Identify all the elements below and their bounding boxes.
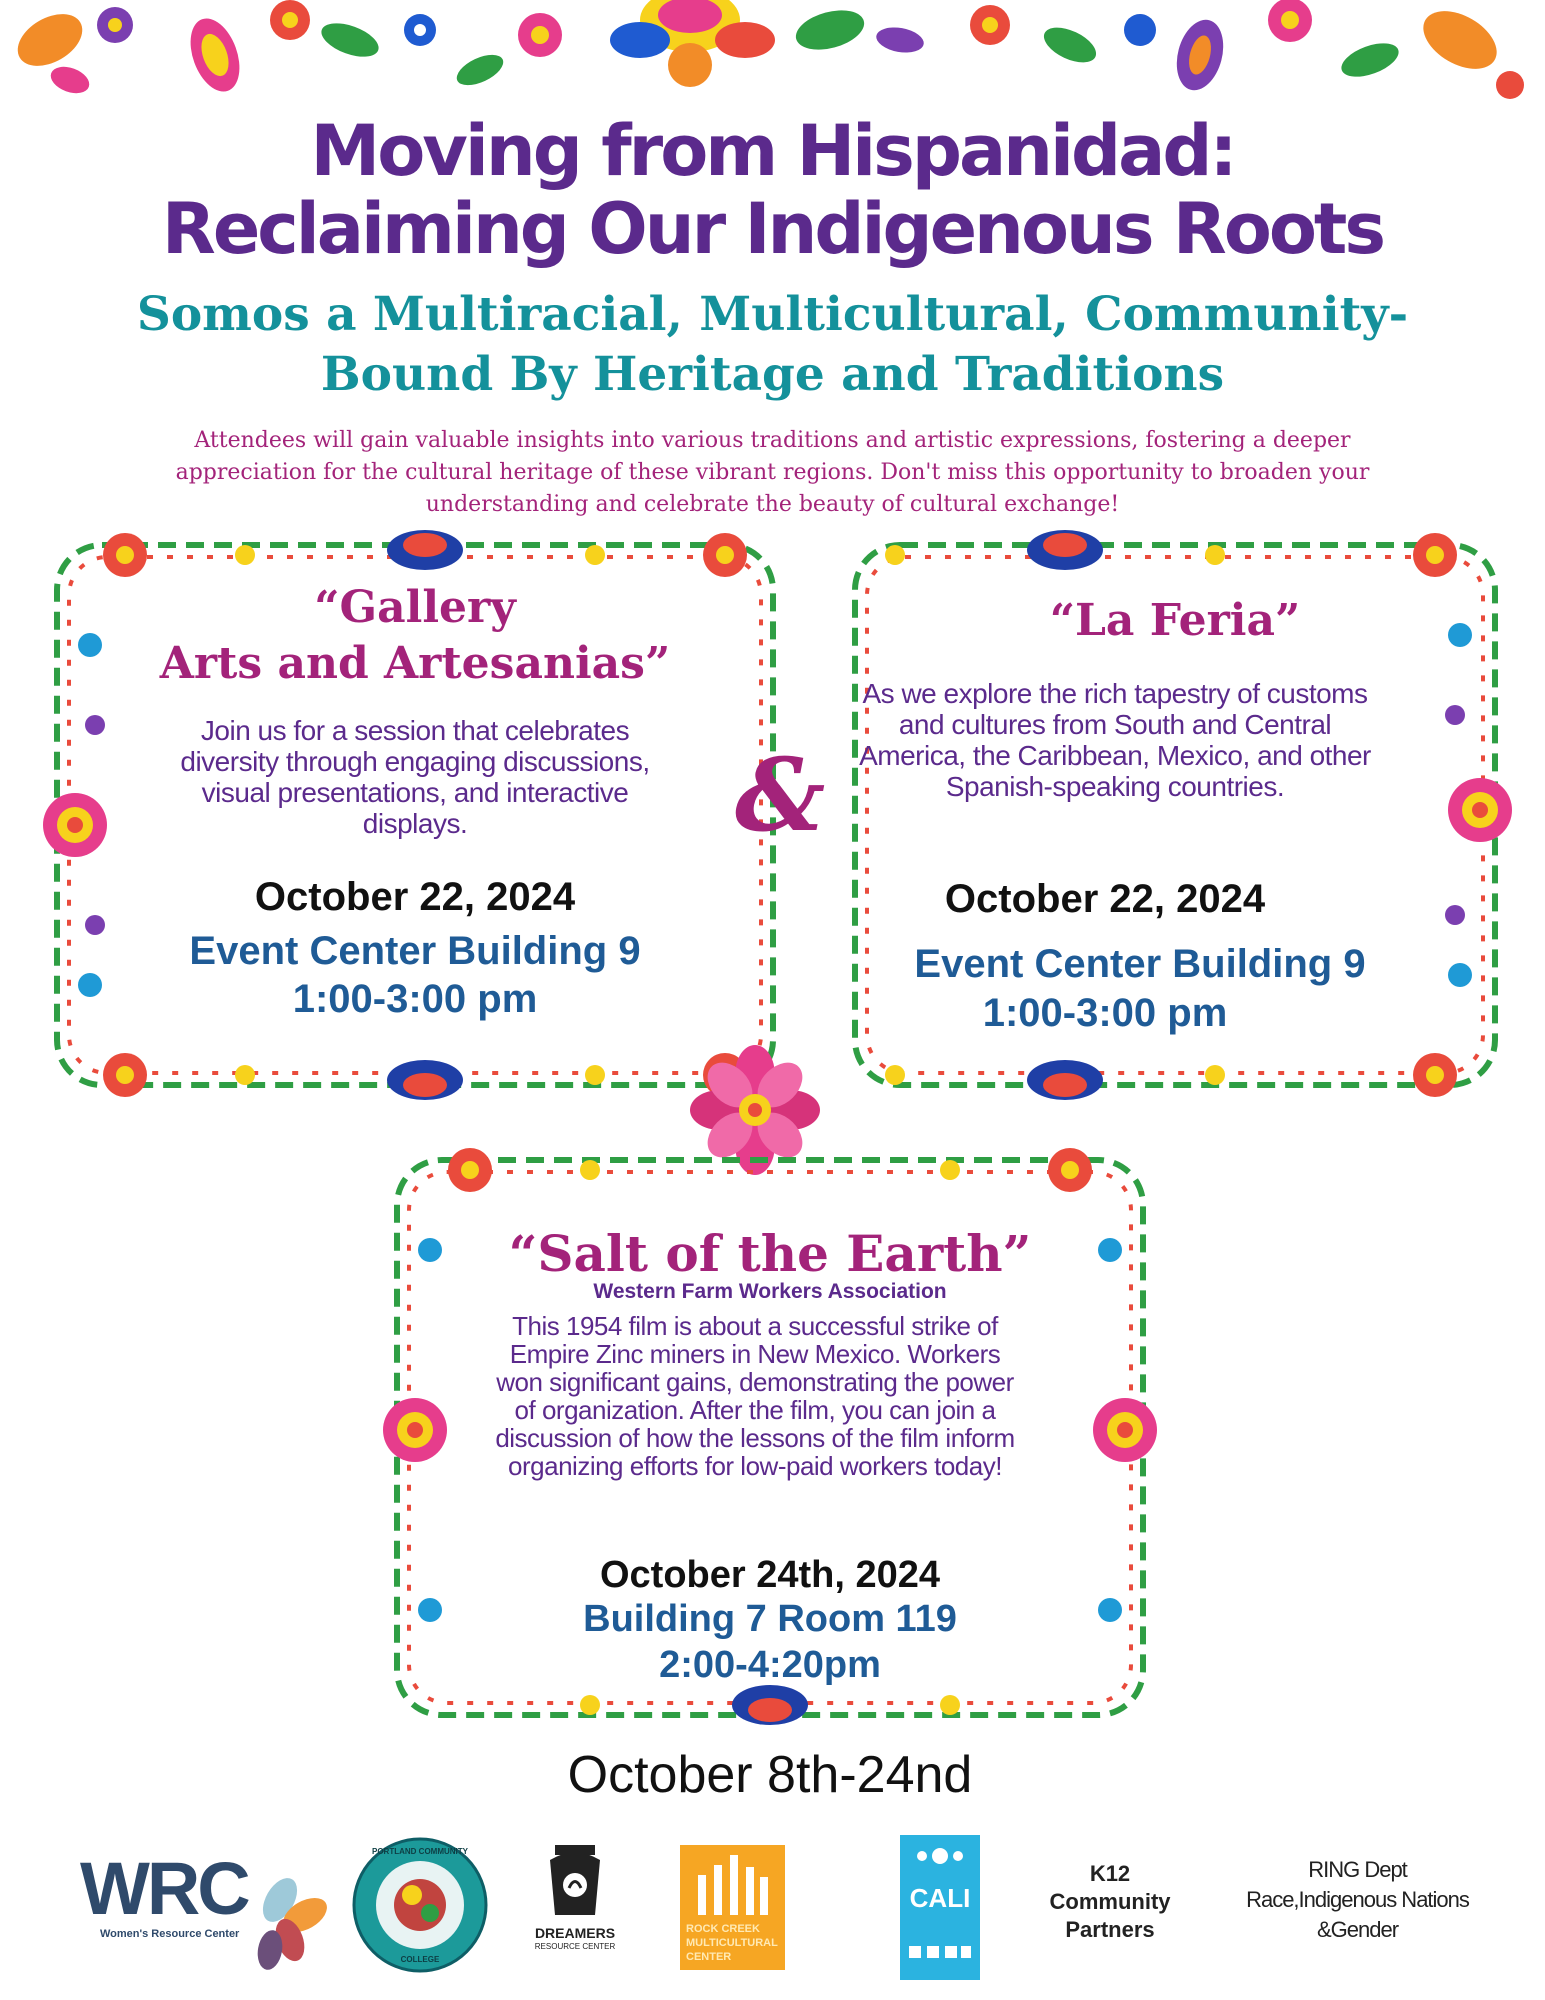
event-date-range: October 8th-24nd — [567, 1746, 973, 1804]
k12-line1: K12 — [1089, 1861, 1131, 1886]
event-salt-time: 2:00-4:20pm — [659, 1644, 881, 1686]
wrc-name: Women's Resource Center — [100, 1928, 240, 1940]
rock-creek-line2: MULTICULTURAL — [686, 1937, 778, 1949]
logo-k12 — [1025, 1860, 1195, 1944]
event-feria-time: 1:00-3:00 pm — [982, 991, 1228, 1035]
event-card-gallery — [35, 525, 795, 1105]
ampersand: & — [735, 736, 826, 854]
pcc-seal-icon — [350, 1835, 490, 1975]
event-gallery-description: Join us for a session that celebrates diversity through engaging discussions, visual presentations, and interactive displays. — [180, 715, 650, 839]
event-feria-title: “La Feria” — [1049, 595, 1301, 646]
ring-line3: &Gender — [1316, 1917, 1399, 1942]
event-salt-date: October 24th, 2024 — [599, 1554, 941, 1596]
event-feria-description: As we explore the rich tapestry of customs and cultures from South and Central America, the Caribbean, Mexico, and other Spanish-speaking countries. — [859, 678, 1371, 802]
dreamers-icon — [545, 1840, 605, 1920]
event-salt-location: Building 7 Room 119 — [583, 1598, 957, 1640]
wrc-abbr: WRC — [80, 1847, 248, 1930]
logo-dreamers — [525, 1840, 625, 1960]
logo-wrc — [80, 1847, 330, 1970]
event-feria-date: October 22, 2024 — [944, 877, 1266, 921]
flower-cluster-right — [970, 0, 1524, 99]
logo-cali — [900, 1835, 980, 1980]
page-title: Moving from Hispanidad: Reclaiming Our Indigenous Roots — [161, 110, 1384, 270]
flower-cluster-left — [9, 0, 562, 98]
event-card-feria — [835, 525, 1515, 1105]
k12-line3: Partners — [1065, 1917, 1155, 1942]
cali-abbr: CALI — [909, 1883, 971, 1913]
cali-pattern-icon — [905, 1940, 975, 1974]
ring-line2: Race,Indigenous Nations — [1246, 1887, 1469, 1912]
floral-header-decoration — [0, 0, 1545, 125]
event-gallery-location: Event Center Building 9 — [189, 929, 641, 973]
event-card-salt — [375, 1140, 1165, 1735]
event-salt-organizer: Western Farm Workers Association — [593, 1280, 947, 1303]
intro-paragraph: Attendees will gain valuable insights into various traditions and artistic expressions, fostering a deeper appreciation for the cultural heritage of these vibrant regions. Don't miss this opportunity to broaden your understanding and celebrate the beauty of cultural exchange! — [175, 428, 1370, 517]
event-gallery-title-line2: Arts and Artesanias” — [159, 638, 671, 689]
event-feria-location: Event Center Building 9 — [914, 942, 1366, 986]
dreamers-sub: RESOURCE CENTER — [534, 1942, 616, 1951]
event-gallery-date: October 22, 2024 — [254, 875, 576, 919]
pcc-ring-top: PORTLAND COMMUNITY — [372, 1847, 468, 1856]
rock-creek-line1: ROCK CREEK — [686, 1923, 760, 1935]
event-gallery-title-line1: “Gallery — [314, 582, 516, 633]
event-salt-title: “Salt of the Earth” — [508, 1224, 1032, 1283]
logo-rock-creek — [680, 1845, 785, 1970]
k12-line2: Community — [1049, 1889, 1171, 1914]
event-salt-description: This 1954 film is about a successful strike of Empire Zinc miners in New Mexico. Workers won significant gains, demonstrating the power of organization. After the film, you can join a discussion of how the lessons of the film inform organizing efforts for low-paid workers today! — [495, 1311, 1015, 1481]
flower-cluster-center — [610, 0, 926, 87]
pcc-ring-bottom: COLLEGE — [400, 1955, 440, 1964]
page-subtitle: Somos a Multiracial, Multicultural, Community- Bound By Heritage and Traditions — [136, 287, 1409, 402]
rock-creek-line3: CENTER — [686, 1951, 732, 1963]
raised-hands-icon — [690, 1855, 775, 1915]
event-gallery-time: 1:00-3:00 pm — [292, 977, 538, 1021]
ring-line1: RING Dept — [1308, 1857, 1407, 1882]
dreamers-name: DREAMERS — [534, 1925, 616, 1941]
logo-pcc — [350, 1835, 490, 1975]
cali-ornament-icon — [910, 1841, 970, 1871]
logo-ring — [1225, 1855, 1490, 1945]
wrc-leaf-icon — [250, 1870, 330, 1970]
